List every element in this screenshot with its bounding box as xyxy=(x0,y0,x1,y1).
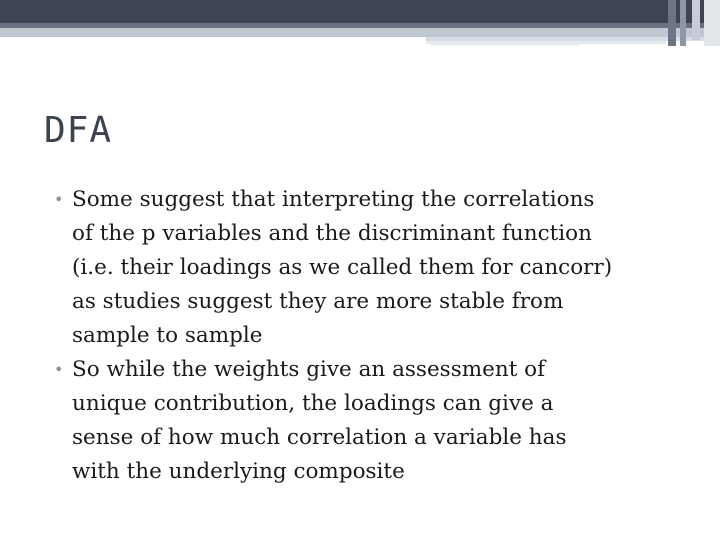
bullet-line: with the underlying composite xyxy=(72,459,405,484)
header-accent-bar xyxy=(680,0,686,46)
header-accent-bar xyxy=(668,0,676,46)
bullet-line: (i.e. their loadings as we called them for cancorr) xyxy=(72,255,613,280)
bullet-line: sense of how much correlation a variable has xyxy=(72,425,567,450)
bullet-marker: • xyxy=(54,190,64,209)
header-accent-bar xyxy=(704,0,720,46)
bullet-list xyxy=(54,183,694,489)
bullet-line: So while the weights give an assessment of xyxy=(72,357,546,382)
bullet-line: unique contribution, the loadings can give a xyxy=(72,391,554,416)
bullet-line: Some suggest that interpreting the correlations xyxy=(72,187,595,212)
slide-title: DFA xyxy=(44,110,113,151)
bullet-line: as studies suggest they are more stable from xyxy=(72,289,564,314)
bullet-line: of the p variables and the discriminant function xyxy=(72,221,592,246)
bullet-item xyxy=(54,353,694,489)
bullet-line: sample to sample xyxy=(72,323,263,348)
header-accent-bar xyxy=(692,0,700,40)
bullet-marker: • xyxy=(54,360,64,379)
header-bar-dark xyxy=(0,0,720,23)
bullet-item xyxy=(54,183,694,353)
header-strip xyxy=(430,44,580,46)
header-band xyxy=(0,28,720,37)
